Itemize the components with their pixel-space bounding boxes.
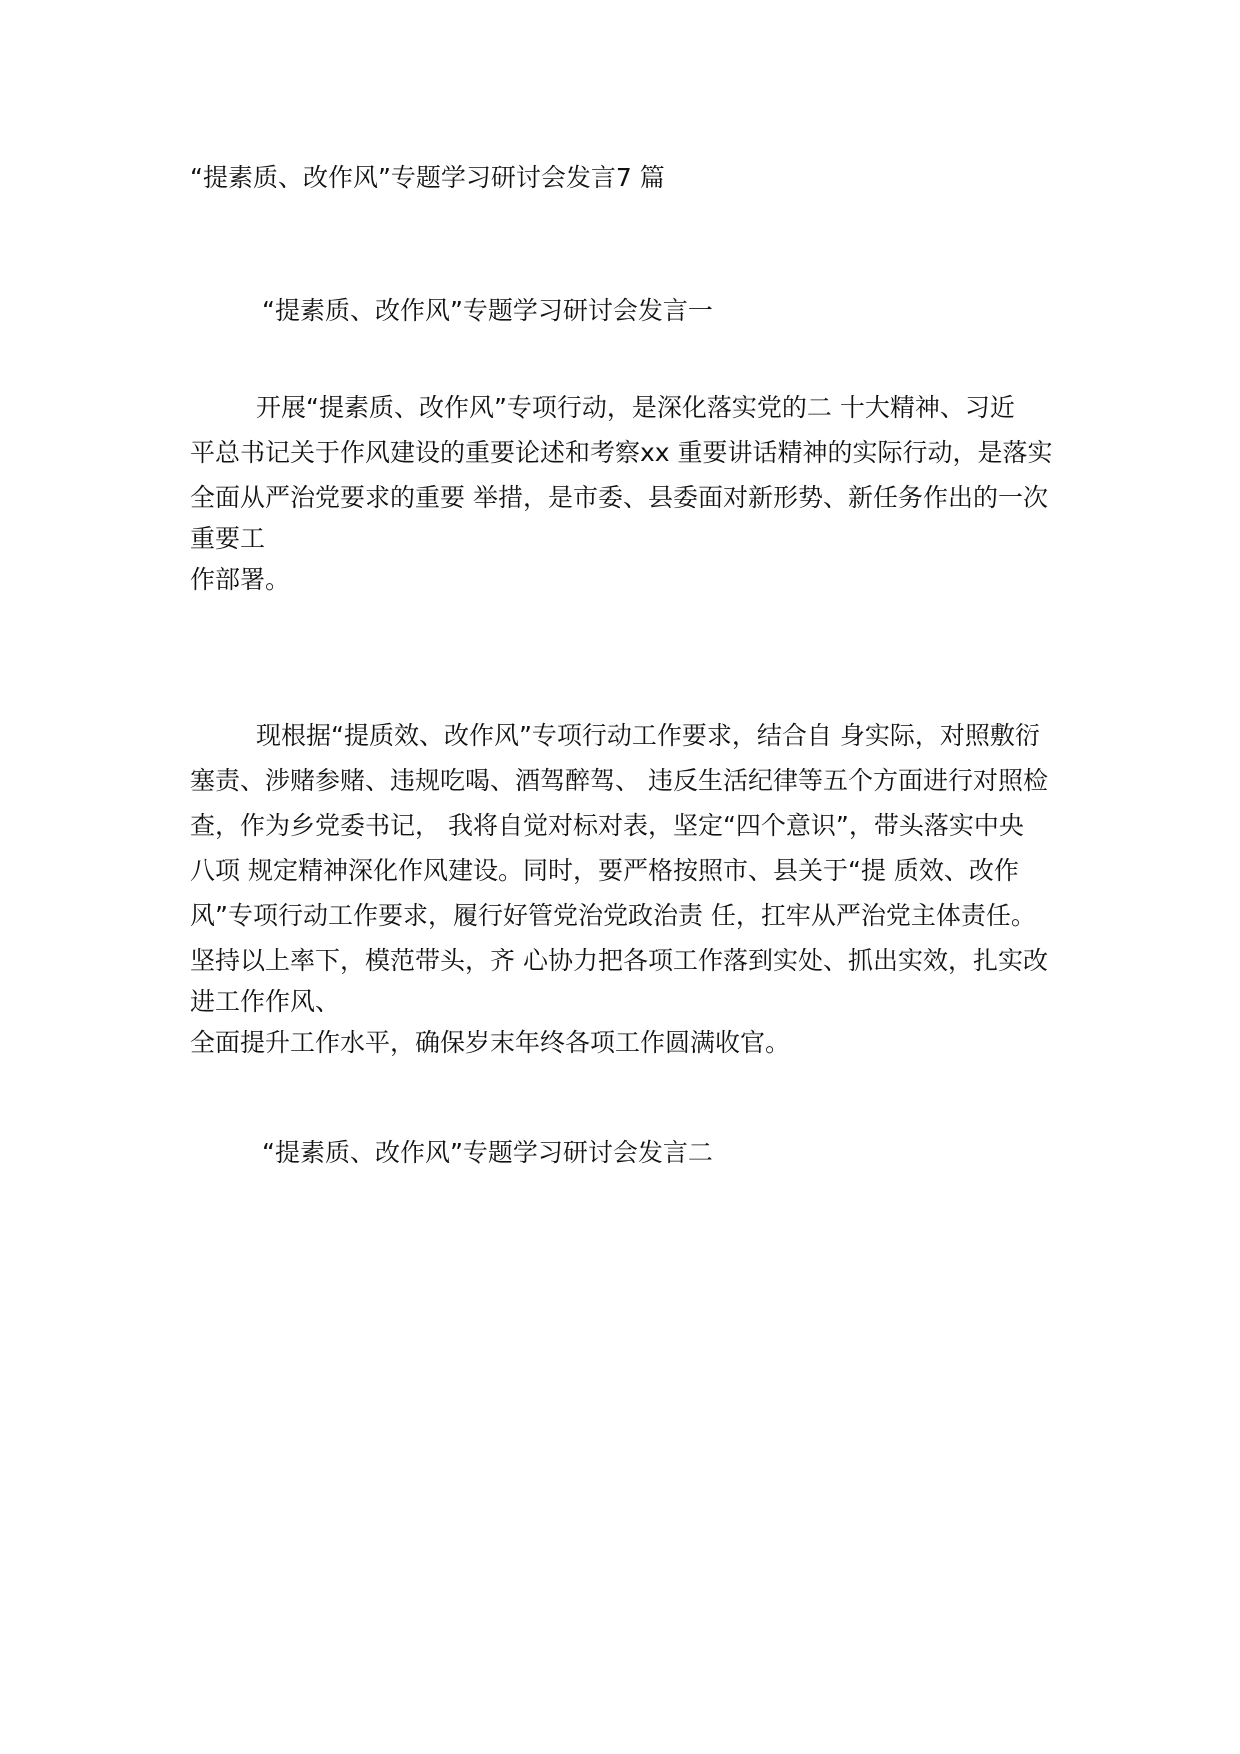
section-heading-2: “提素质、改作风”专题学习研讨会发言二 — [262, 1138, 713, 1167]
document-title: “提素质、改作风”专题学习研讨会发言7 篇 — [190, 163, 665, 192]
paragraph-line: 全面从严治党要求的重要 举措，是市委、县委面对新形势、新任务作出的一次 — [190, 483, 1048, 512]
paragraph-line: 重要工 — [190, 524, 266, 553]
paragraph-line: 查，作为乡党委书记， 我将自觉对标对表，坚定“四个意识”，带头落实中央 — [190, 811, 1024, 840]
paragraph-line: 全面提升工作水平，确保岁末年终各项工作圆满收官。 — [190, 1028, 791, 1057]
paragraph-1 — [190, 385, 1070, 602]
paragraph-line: 风”专项行动工作要求，履行好管党治党政治责 任，扛牢从严治党主体责任。 — [190, 901, 1036, 930]
paragraph-line: 坚持以上率下，模范带头，齐 心协力把各项工作落到实处、抓出实效，扎实改 — [190, 946, 1048, 975]
paragraph-line: 八项 规定精神深化作风建设。同时，要严格按照市、县关于“提 质效、改作 — [190, 856, 1019, 885]
paragraph-line: 开展“提素质、改作风”专项行动，是深化落实党的二 十大精神、习近 — [256, 393, 1015, 422]
paragraph-2 — [190, 713, 1070, 1065]
paragraph-line: 作部署。 — [190, 565, 291, 594]
paragraph-line: 塞责、涉赌参赌、违规吃喝、酒驾醉驾、 违反生活纪律等五个方面进行对照检 — [190, 766, 1048, 795]
paragraph-line: 进工作作风、 — [190, 987, 341, 1016]
paragraph-line: 平总书记关于作风建设的重要论述和考察xx 重要讲话精神的实际行动，是落实 — [190, 438, 1053, 467]
paragraph-line: 现根据“提质效、改作风”专项行动工作要求，结合自 身实际，对照敷衍 — [256, 721, 1040, 750]
section-heading-1: “提素质、改作风”专题学习研讨会发言一 — [262, 296, 713, 325]
